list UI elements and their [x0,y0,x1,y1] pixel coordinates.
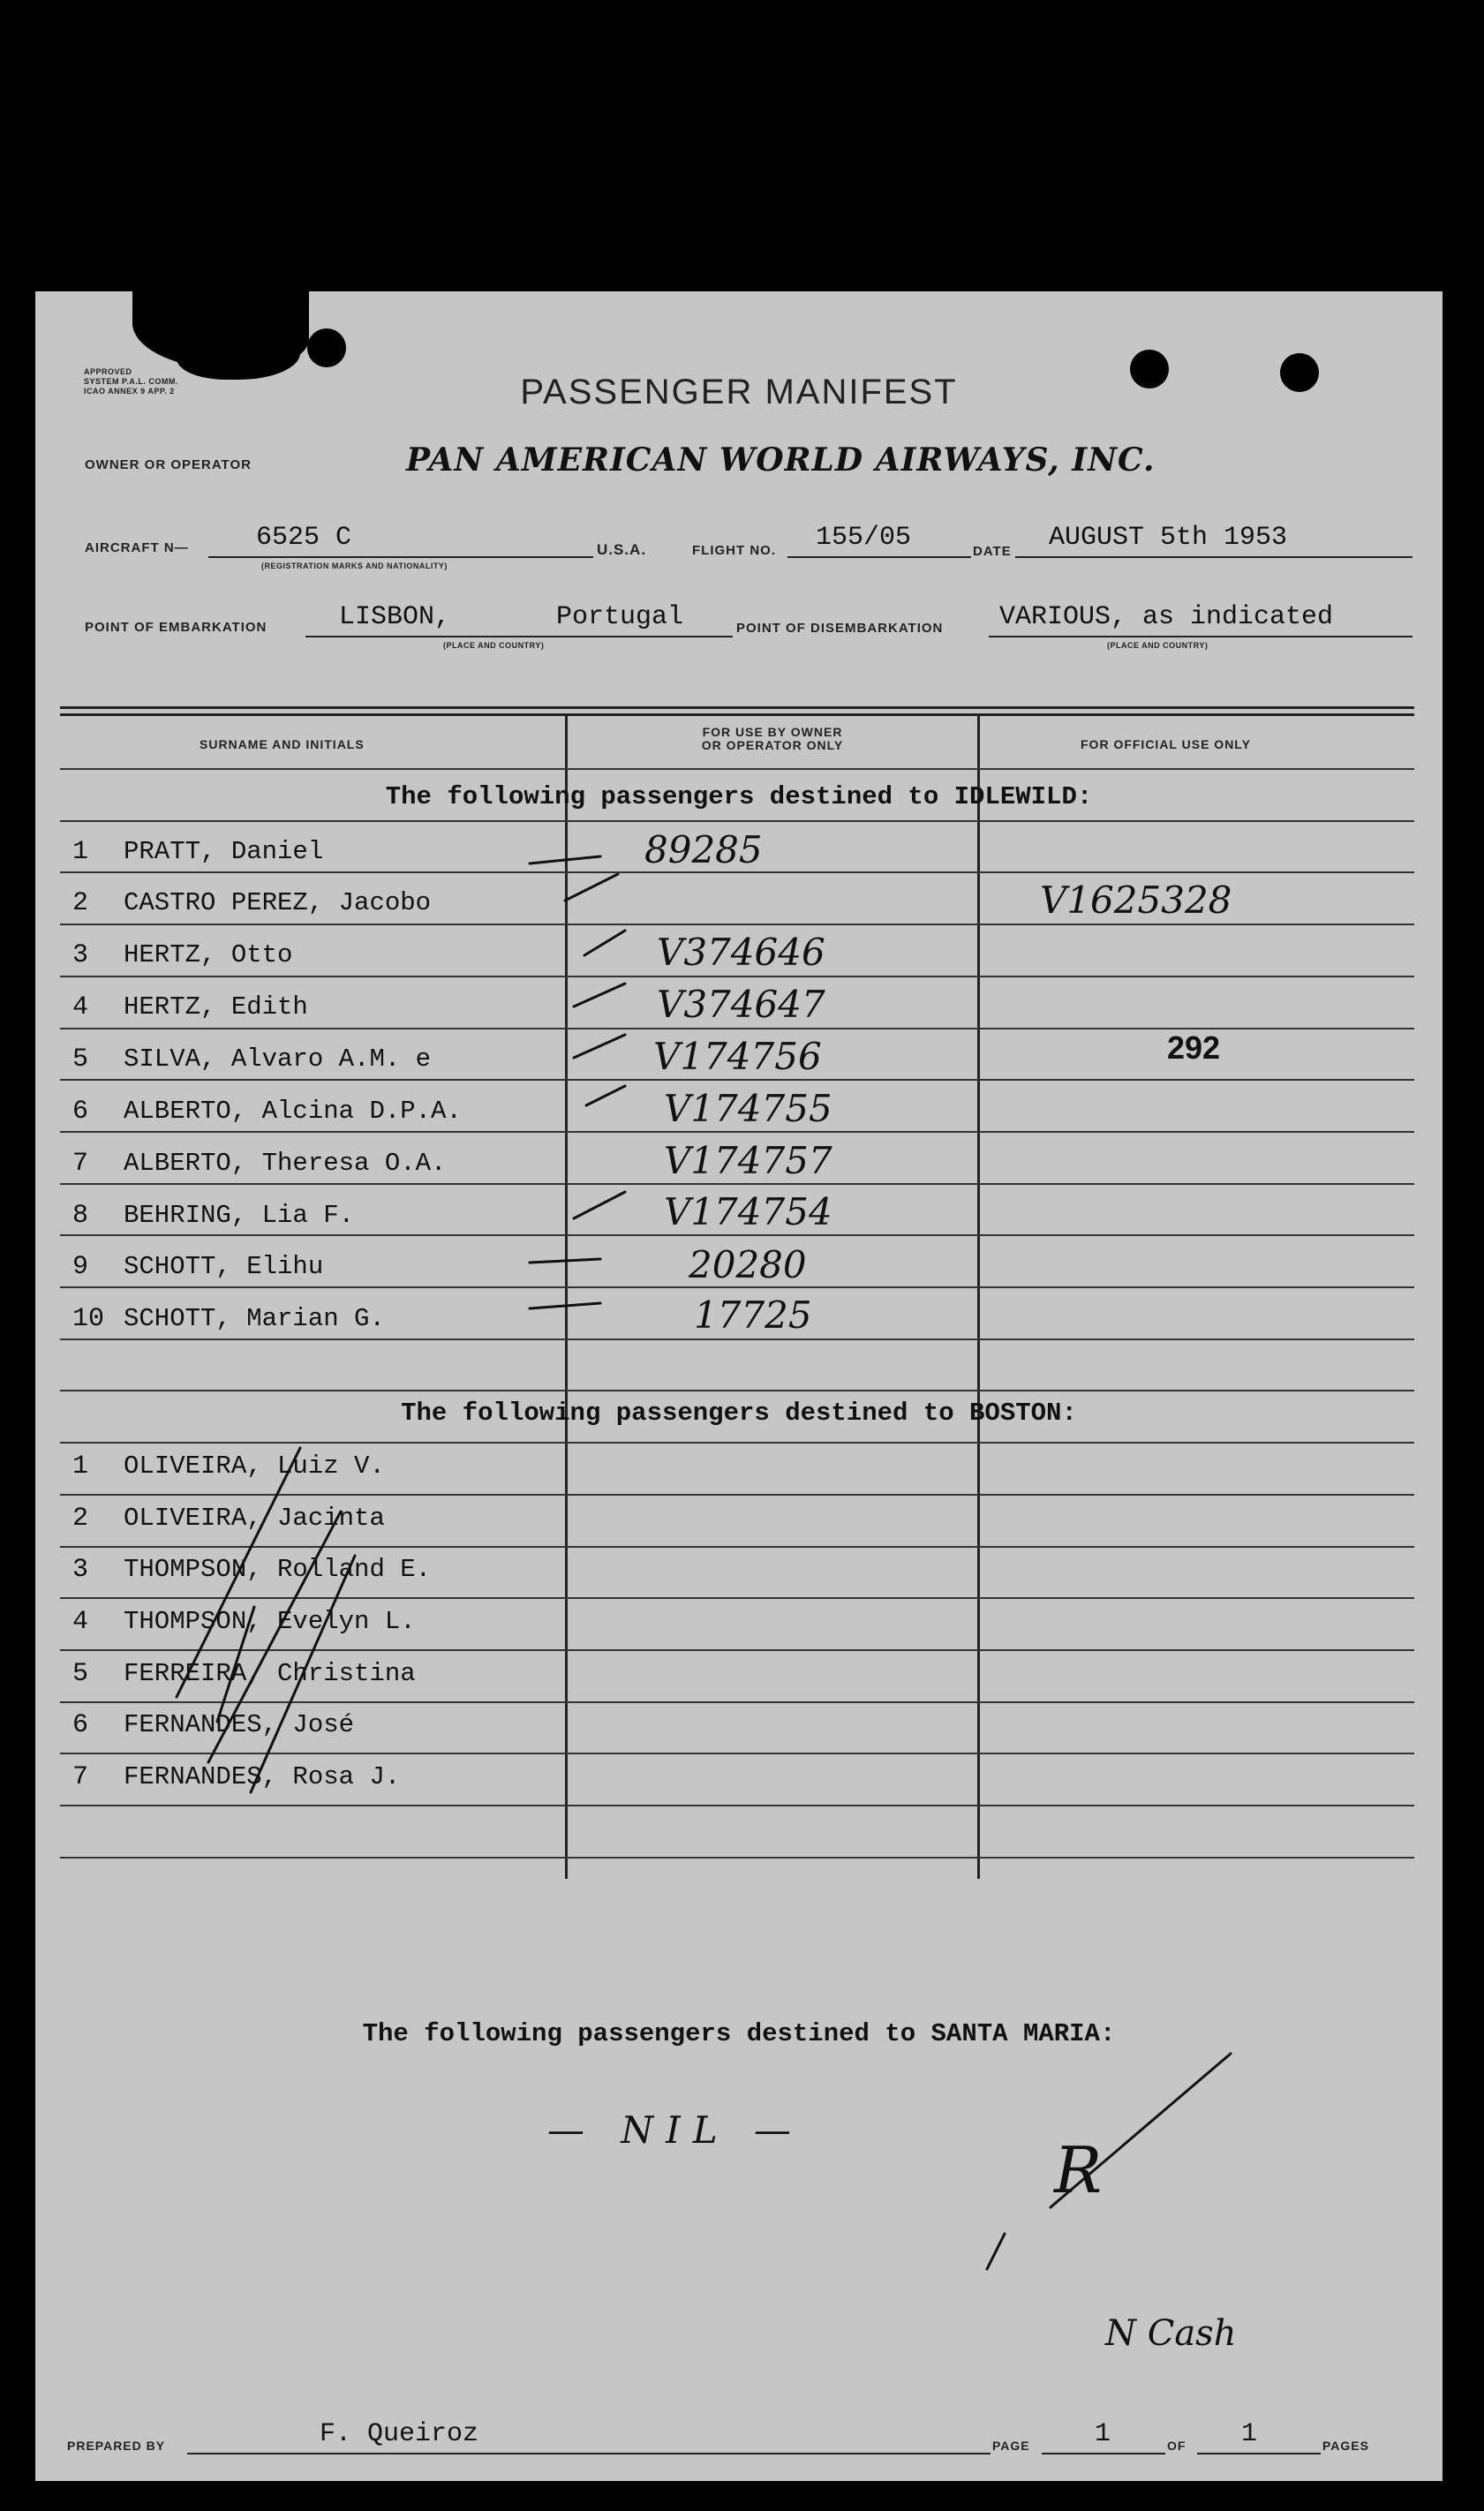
column-header-official: FOR OFFICIAL USE ONLY [1081,737,1251,751]
owner-note: V174754 [664,1190,832,1233]
section-heading-boston: The following passengers destined to BOSTON: [401,1399,1077,1428]
row-number: 4 [72,992,89,1022]
row-number: 7 [72,1762,89,1792]
passenger-name: BEHRING, Lia F. [124,1201,355,1230]
disembark-caption: (PLACE AND COUNTRY) [1107,641,1209,650]
column-header-owner: FOR USE BY OWNER OR OPERATOR ONLY [701,725,844,752]
section-heading-idlewild: The following passengers destined to IDLEWILD: [385,782,1093,811]
row-number: 8 [72,1201,89,1231]
row-number: 1 [72,1452,89,1482]
owner-note: V374646 [657,931,825,974]
section-heading-santa-maria: The following passengers destined to SANTA MARIA: [362,2019,1116,2048]
embark-country: Portugal [556,602,684,632]
passenger-name: HERTZ, Otto [124,940,293,969]
manifest-sheet [35,291,1443,2481]
disembark-label: POINT OF DISEMBARKATION [736,621,944,636]
passenger-name: OLIVEIRA, Luiz V. [124,1452,385,1481]
row-number: 1 [72,837,89,867]
of-label: OF [1167,2439,1186,2453]
official-initials: R [1054,2133,1103,2207]
row-number: 7 [72,1149,89,1179]
flight-value: 155/05 [816,523,912,553]
passenger-name: ALBERTO, Alcina D.P.A. [124,1097,462,1126]
row-number: 4 [72,1607,89,1637]
row-number: 6 [72,1710,89,1740]
row-number: 9 [72,1252,89,1282]
approval-note: APPROVED SYSTEM P.A.L. COMM. ICAO ANNEX 9 APP. 2 [84,367,178,396]
prepared-by-label: PREPARED BY [67,2439,166,2453]
official-note: V1625328 [1040,878,1232,922]
row-number: 2 [72,888,89,918]
row-number: 3 [72,1555,89,1585]
passenger-name: OLIVEIRA, Jacinta [124,1504,385,1533]
owner-note: V174757 [664,1139,832,1182]
prepared-by-value: F. Queiroz [320,2419,479,2449]
flight-label: FLIGHT NO. [692,543,776,558]
owner-label: OWNER OR OPERATOR [85,457,252,472]
passenger-name: FERNANDES, Rosa J. [124,1762,401,1791]
disembark-value: VARIOUS, as indicated [999,602,1334,632]
date-value: AUGUST 5th 1953 [1049,523,1288,553]
passenger-name: SCHOTT, Marian G. [124,1304,385,1333]
embark-city: LISBON, [339,602,451,632]
date-label: DATE [973,544,1012,559]
owner-note: V174756 [653,1035,822,1078]
passenger-name: THOMPSON, Evelyn L. [124,1607,416,1636]
registration-caption: (REGISTRATION MARKS AND NATIONALITY) [261,562,448,570]
row-number: 5 [72,1659,89,1689]
row-number: 6 [72,1097,89,1127]
passenger-name: FERREIRA, Christina [124,1659,416,1688]
passenger-name: ALBERTO, Theresa O.A. [124,1149,447,1178]
operator-name: PAN AMERICAN WORLD AIRWAYS, INC. [406,441,1156,479]
passenger-name: FERNANDES, José [124,1710,355,1739]
embark-caption: (PLACE AND COUNTRY) [443,641,545,650]
page-value: 1 [1095,2419,1111,2449]
row-number: 3 [72,940,89,970]
passenger-name: SILVA, Alvaro A.M. e [124,1044,432,1074]
nil-entry: — NIL — [547,2108,803,2152]
owner-note: V374647 [657,983,825,1026]
row-number: 5 [72,1044,89,1075]
owner-note: V174755 [664,1087,832,1130]
owner-note: 89285 [644,828,763,871]
usa-label: U.S.A. [597,541,647,558]
column-header-surname: SURNAME AND INITIALS [200,737,365,751]
owner-note: 20280 [689,1243,807,1286]
passenger-name: HERTZ, Edith [124,992,308,1022]
passenger-name: SCHOTT, Elihu [124,1252,324,1281]
aircraft-value: 6525 C [256,523,352,553]
row-number: 10 [72,1304,105,1334]
owner-note: 17725 [694,1293,812,1337]
pages-value: 1 [1241,2419,1258,2449]
official-note: 292 [1167,1029,1221,1066]
passenger-name: CASTRO PEREZ, Jacobo [124,888,432,917]
aircraft-label: AIRCRAFT N— [85,540,189,555]
page-title: PASSENGER MANIFEST [520,373,958,411]
official-signature: N Cash [1105,2313,1237,2354]
pages-label: PAGES [1322,2439,1369,2453]
row-number: 2 [72,1504,89,1534]
page-label: PAGE [992,2439,1030,2453]
passenger-name: PRATT, Daniel [124,837,324,866]
pen-marks [35,291,1443,2481]
embark-label: POINT OF EMBARKATION [85,620,267,635]
passenger-name: THOMPSON, Rolland E. [124,1555,432,1584]
